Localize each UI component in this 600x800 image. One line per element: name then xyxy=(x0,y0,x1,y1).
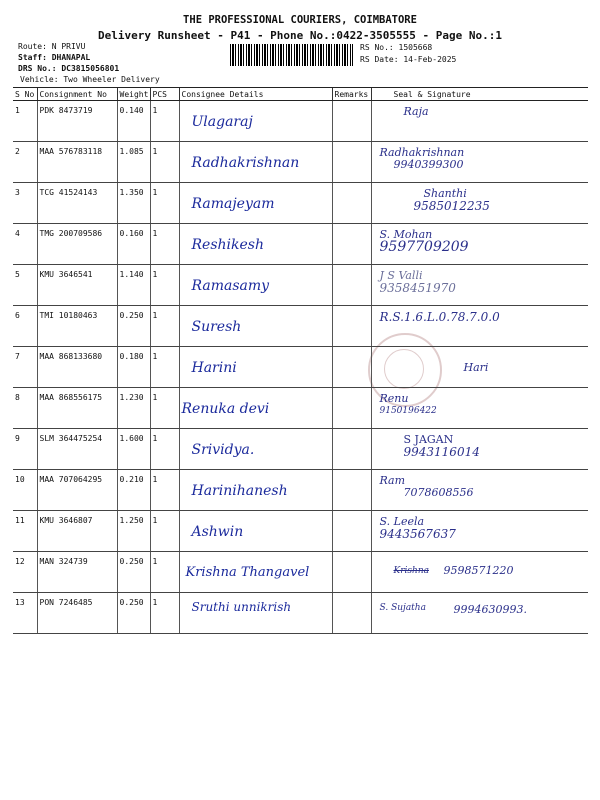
signature-phone: 9585012235 xyxy=(413,199,490,213)
row-pcs: 1 xyxy=(150,101,179,142)
row-consignee xyxy=(179,101,332,142)
row-consignment-no: MAA 576783118 xyxy=(37,142,117,183)
row-consignment-no: KMU 3646807 xyxy=(37,511,117,552)
signature-text: Radhakrishnan xyxy=(379,146,465,159)
row-sno: 11 xyxy=(13,511,37,552)
row-consignment-no: TMI 10180463 xyxy=(37,306,117,347)
table-row xyxy=(13,388,588,429)
consignee-handwriting: Krishna Thangavel xyxy=(185,565,310,580)
runsheet-table xyxy=(13,87,588,634)
row-sno: 6 xyxy=(13,306,37,347)
row-remarks xyxy=(332,429,371,470)
signature-phone: 9943116014 xyxy=(403,445,480,459)
row-pcs: 1 xyxy=(150,552,179,593)
row-pcs: 1 xyxy=(150,265,179,306)
row-weight: 0.160 xyxy=(117,224,150,265)
barcode xyxy=(230,44,353,66)
rs-number: RS No.: 1505668 xyxy=(360,43,433,52)
consignee-handwriting: Ashwin xyxy=(191,524,244,540)
consignee-handwriting: Srividya. xyxy=(191,442,255,458)
consignee-handwriting: Sruthi unnikrish xyxy=(191,600,292,614)
row-pcs: 1 xyxy=(150,429,179,470)
signature-text: Hari xyxy=(463,361,489,374)
vehicle-label: Vehicle: Two Wheeler Delivery xyxy=(20,75,160,84)
col-weight: Weight xyxy=(117,88,150,101)
row-pcs: 1 xyxy=(150,142,179,183)
row-signature xyxy=(371,224,588,265)
signature-phone: 9940399300 xyxy=(393,158,464,171)
row-remarks xyxy=(332,511,371,552)
signature-text: Ram xyxy=(379,474,406,487)
row-consignee xyxy=(179,224,332,265)
row-weight: 0.250 xyxy=(117,552,150,593)
col-consignee: Consignee Details xyxy=(179,88,332,101)
row-sno: 9 xyxy=(13,429,37,470)
signature-phone: 7078608556 xyxy=(403,486,474,499)
table-header xyxy=(13,88,588,101)
col-pcs: PCS xyxy=(150,88,179,101)
row-signature xyxy=(371,552,588,593)
consignee-handwriting: Radhakrishnan xyxy=(191,155,300,171)
row-consignee xyxy=(179,265,332,306)
row-consignment-no: SLM 364475254 xyxy=(37,429,117,470)
row-weight: 0.250 xyxy=(117,593,150,634)
row-consignee xyxy=(179,552,332,593)
col-remarks: Remarks xyxy=(332,88,371,101)
table-row xyxy=(13,224,588,265)
row-pcs: 1 xyxy=(150,388,179,429)
row-consignee xyxy=(179,142,332,183)
row-pcs: 1 xyxy=(150,511,179,552)
table-row xyxy=(13,183,588,224)
signature-phone: 9598571220 xyxy=(443,564,514,577)
table-row xyxy=(13,347,588,388)
signature-text: S JAGAN xyxy=(403,433,454,446)
rs-date: RS Date: 14-Feb-2025 xyxy=(360,55,457,64)
row-remarks xyxy=(332,142,371,183)
signature-text: Renu xyxy=(379,392,409,405)
row-pcs: 1 xyxy=(150,183,179,224)
row-pcs: 1 xyxy=(150,224,179,265)
row-consignee xyxy=(179,347,332,388)
signature-phone: R.S.1.6.L.0.78.7.0.0 xyxy=(379,310,500,324)
row-consignee xyxy=(179,183,332,224)
row-remarks xyxy=(332,183,371,224)
table-row xyxy=(13,101,588,142)
route-label: Route: N PRIVU xyxy=(18,42,86,51)
consignee-handwriting: Harini xyxy=(191,360,237,376)
col-sno: S No xyxy=(13,88,37,101)
row-remarks xyxy=(332,470,371,511)
row-consignee xyxy=(179,470,332,511)
row-pcs: 1 xyxy=(150,593,179,634)
row-consignment-no: PDK 8473719 xyxy=(37,101,117,142)
row-consignment-no: TCG 41524143 xyxy=(37,183,117,224)
row-consignment-no: KMU 3646541 xyxy=(37,265,117,306)
row-signature xyxy=(371,429,588,470)
row-remarks xyxy=(332,224,371,265)
staff-label: Staff: DHANAPAL xyxy=(18,53,91,62)
row-signature xyxy=(371,265,588,306)
signature-text: Krishna xyxy=(393,566,429,576)
row-remarks xyxy=(332,593,371,634)
row-sno: 4 xyxy=(13,224,37,265)
row-weight: 1.600 xyxy=(117,429,150,470)
signature-text: J S Valli xyxy=(379,269,423,282)
row-sno: 7 xyxy=(13,347,37,388)
company-title: THE PROFESSIONAL COURIERS, COIMBATORE xyxy=(183,14,417,26)
signature-text: Raja xyxy=(403,105,429,118)
signature-text: S. Leela xyxy=(379,515,425,528)
row-signature xyxy=(371,347,588,388)
consignee-handwriting: Suresh xyxy=(191,319,242,335)
row-remarks xyxy=(332,552,371,593)
row-sno: 3 xyxy=(13,183,37,224)
row-weight: 0.250 xyxy=(117,306,150,347)
row-consignee xyxy=(179,593,332,634)
row-weight: 1.230 xyxy=(117,388,150,429)
row-consignment-no: MAN 324739 xyxy=(37,552,117,593)
row-weight: 1.085 xyxy=(117,142,150,183)
signature-phone: 9597709209 xyxy=(379,239,469,255)
row-sno: 8 xyxy=(13,388,37,429)
signature-text: S. Sujatha xyxy=(379,603,426,613)
table-row xyxy=(13,429,588,470)
table-row xyxy=(13,593,588,634)
signature-phone: 9358451970 xyxy=(379,281,456,295)
row-consignment-no: MAA 868556175 xyxy=(37,388,117,429)
consignee-handwriting: Ramajeyam xyxy=(191,196,275,212)
row-weight: 1.350 xyxy=(117,183,150,224)
row-weight: 1.140 xyxy=(117,265,150,306)
row-sno: 10 xyxy=(13,470,37,511)
row-weight: 0.210 xyxy=(117,470,150,511)
consignee-handwriting: Renuka devi xyxy=(181,401,270,417)
row-remarks xyxy=(332,388,371,429)
row-sno: 2 xyxy=(13,142,37,183)
row-consignment-no: MAA 868133680 xyxy=(37,347,117,388)
col-consignment: Consignment No xyxy=(37,88,117,101)
row-consignee xyxy=(179,388,332,429)
signature-phone: 9150196422 xyxy=(379,406,437,416)
table-row xyxy=(13,142,588,183)
row-weight: 0.140 xyxy=(117,101,150,142)
row-remarks xyxy=(332,306,371,347)
row-remarks xyxy=(332,265,371,306)
row-weight: 0.180 xyxy=(117,347,150,388)
row-pcs: 1 xyxy=(150,470,179,511)
row-signature xyxy=(371,306,588,347)
row-signature xyxy=(371,470,588,511)
row-pcs: 1 xyxy=(150,347,179,388)
table-row xyxy=(13,511,588,552)
row-pcs: 1 xyxy=(150,306,179,347)
signature-text: S. Mohan xyxy=(379,228,433,241)
row-consignee xyxy=(179,429,332,470)
row-weight: 1.250 xyxy=(117,511,150,552)
col-seal-signature: Seal & Signature xyxy=(371,88,588,101)
row-consignment-no: PON 7246485 xyxy=(37,593,117,634)
row-remarks xyxy=(332,101,371,142)
table-row xyxy=(13,265,588,306)
signature-phone: 9443567637 xyxy=(379,527,456,541)
row-consignee xyxy=(179,306,332,347)
row-signature xyxy=(371,388,588,429)
row-remarks xyxy=(332,347,371,388)
table-row xyxy=(13,470,588,511)
row-signature xyxy=(371,101,588,142)
runsheet-title: Delivery Runsheet - P41 - Phone No.:0422-3505555 - Page No.:1 xyxy=(98,29,502,42)
row-consignment-no: MAA 707064295 xyxy=(37,470,117,511)
row-sno: 12 xyxy=(13,552,37,593)
consignee-handwriting: Ramasamy xyxy=(191,278,270,294)
drs-label: DRS No.: DC3815056801 xyxy=(18,64,120,73)
row-consignment-no: TMG 200709586 xyxy=(37,224,117,265)
row-signature xyxy=(371,511,588,552)
row-sno: 1 xyxy=(13,101,37,142)
row-consignee xyxy=(179,511,332,552)
consignee-handwriting: Reshikesh xyxy=(191,237,264,253)
signature-phone: 9994630993. xyxy=(453,603,527,616)
row-signature xyxy=(371,142,588,183)
row-signature xyxy=(371,183,588,224)
row-signature xyxy=(371,593,588,634)
consignee-handwriting: Ulagaraj xyxy=(191,114,253,130)
row-sno: 13 xyxy=(13,593,37,634)
row-sno: 5 xyxy=(13,265,37,306)
table-row xyxy=(13,552,588,593)
table-row xyxy=(13,306,588,347)
signature-text: Shanthi xyxy=(423,187,467,200)
consignee-handwriting: Harinihanesh xyxy=(191,483,288,499)
